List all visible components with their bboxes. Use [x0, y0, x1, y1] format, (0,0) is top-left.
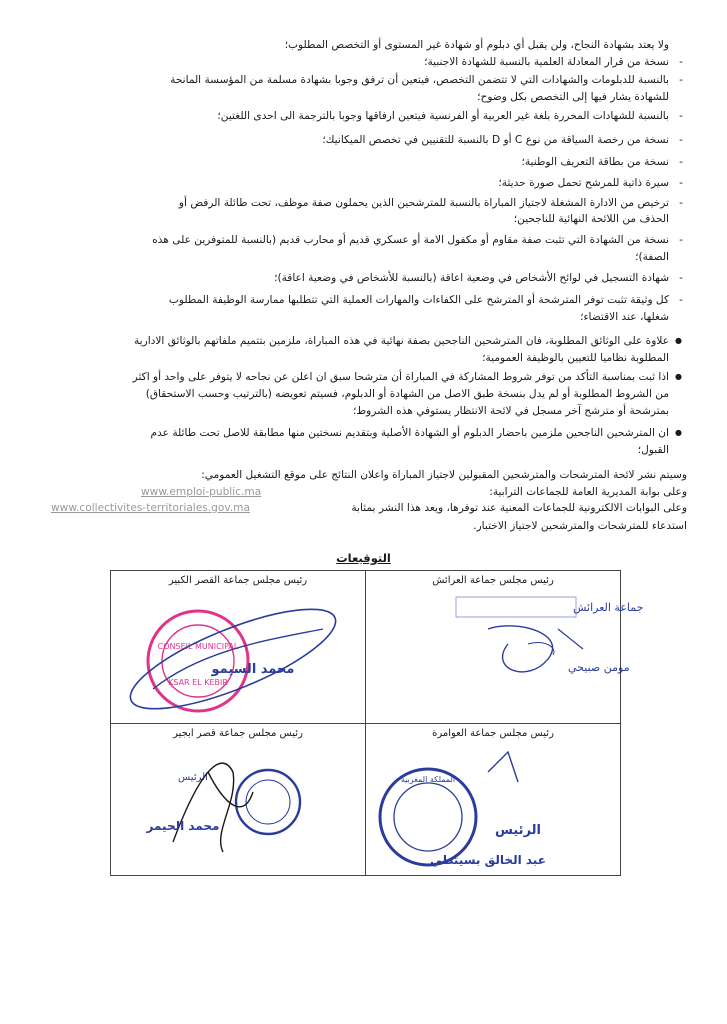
signature-cell-ksar-kebir	[111, 571, 366, 724]
list-item: - نسخة من الشهادة التي تثبت صفة مقاوم أو مكفول الامة أو عسكري قديم أو محارب قديم (بالنسبة للمتوفرين على هذه	[51, 233, 669, 247]
list-item: - شهادة التسجيل في لوائح الأشخاص في وضعية اعاقة (بالنسبة للأشخاص في وضعية اعاقة)؛	[51, 271, 669, 285]
list-item: - كل وثيقة تثبت توفر المترشحة أو المترشح على الكفاءات والمهارات العملية التي تتطلبها ممارسة الوظيفة المطلوب	[51, 293, 669, 307]
bullet-item: ● اذا ثبت بمناسبة التأكد من توفر شروط المشاركة في المباراة أن مترشحا سبق ان اعلن عن نجاحه لا يتوفر على واحد أو اكثر	[51, 370, 669, 384]
list-item: - نسخة من بطاقة التعريف الوطنية؛	[51, 155, 669, 169]
signature-cell-larache	[366, 571, 644, 724]
list-item: - بالنسبة للدبلومات والشهادات التي لا تتضمن التخصص، فيتعين أن ترفق وجوبا بشهادة مسلمة من المؤسسة المانحة	[51, 73, 669, 87]
publication-note: استدعاء للمترشحات والمترشحين لاجتياز الاختبار.	[473, 520, 687, 532]
ksar-kebir-ring-text: CONSEIL MUNICIPAL	[157, 642, 239, 651]
laouamra-signer-name: عبد الخالق بسيتطي	[430, 852, 546, 867]
ksar-bjir-signer-name: محمد الحيمر	[146, 818, 220, 833]
publication-note-portals: وعلى البوابات الالكترونية للجماعات المعنية عند توفرها، ويعد هذا النشر بمثابة	[351, 502, 687, 514]
laouamra-ring-text: المملكة المغربية	[400, 774, 456, 784]
signature-cell-laouamra	[366, 723, 621, 876]
text-line: الحذف من اللائحة النهائية للناجحين؛	[513, 213, 669, 225]
signatures-table	[110, 570, 644, 876]
publication-note	[51, 485, 687, 499]
ksar-kebir-signer-name: محمد السيمو	[211, 662, 295, 677]
text-line: من الشروط المطلوبة أو لم يدل بنسخة طبق الاصل من الشهادة أو الدبلوم، فسيتم تعويضه (بالترتيب وحسب الاستحقاق)	[145, 388, 669, 400]
ksar-bjir-stamp-icon	[113, 742, 363, 877]
ksar-bjir-role: الرئيس	[178, 771, 208, 783]
signature-cell-ksar-bjir	[111, 723, 366, 876]
emploi-public-link[interactable]: www.emploi-public.ma	[141, 486, 262, 498]
text-line: ولا يعتد بشهادة النجاح، ولن يقبل أي دبلوم أو شهادة غير المستوى أو التخصص المطلوب؛	[284, 39, 669, 51]
collectivites-link[interactable]: www.collectivites-territoriales.gov.ma	[51, 502, 250, 514]
publication-note-portal: وعلى بوابة المديرية العامة للجماعات الترابية:	[489, 486, 687, 498]
signer-label: رئيس مجلس جماعة قصر ابجير	[173, 727, 303, 739]
ksar-kebir-city-text: KSAR EL KEBIR	[168, 678, 228, 687]
laouamra-stamp-icon	[368, 742, 618, 877]
list-item: - نسخة من رخصة السياقة من نوع C أو D بالنسبة للتقنيين في تخصص الميكانيك؛	[51, 133, 669, 147]
list-item: - نسخة من قرار المعادلة العلمية بالنسبة للشهادة الاجنبية؛	[51, 55, 669, 69]
larache-stamp-text: جماعة العرائش	[573, 601, 644, 614]
larache-stamp-icon	[368, 589, 644, 709]
signer-label: رئيس مجلس جماعة القصر الكبير	[168, 575, 308, 586]
list-item: - بالنسبة للشهادات المحررة بلغة غير العربية أو الفرنسية فيتعين ارفاقها وجوبا بالترجمة الى احدى اللغتين؛	[51, 109, 669, 123]
signer-label: رئيس مجلس جماعة العرائش	[432, 575, 554, 586]
signatures-title: التوقيعات	[336, 551, 391, 565]
publication-note: وسيتم نشر لائحة المترشحات والمترشحين المقبولين لاجتياز المباراة واعلان النتائج على موقع التشغيل العمومي:	[201, 469, 687, 481]
larache-signer-name: مومن صبيحي	[568, 661, 630, 674]
text-line: بمترشحة أو مترشح آخر مسجل في لائحة الانتظار يستوفي هذه الشروط؛	[353, 405, 669, 417]
text-line: للشهادة يشار فيها إلى التخصص بكل وضوح؛	[477, 91, 669, 103]
text-line: الصفة)؛	[635, 251, 669, 263]
bullet-item: ● علاوة على الوثائق المطلوبة، فان المترشحين الناجحين بصفة نهائية في هذه المباراة، ملزمين بتتميم ملفاتهم بالوثائق الادارية	[51, 334, 669, 348]
text-line: القبول؛	[637, 444, 669, 456]
text-line: المطلوبة نظاميا للتعيين بالوظيفة العمومية؛	[482, 352, 669, 364]
text-line: شغلها، عند الاقتضاء؛	[580, 311, 669, 323]
laouamra-role: الرئيس	[495, 822, 541, 838]
bullet-item: ● ان المترشحين الناجحين ملزمين باحضار الدبلوم أو الشهادة الأصلية وبتقديم نسختين منها مطابقة للاصل تحت طائلة عدم	[51, 426, 669, 440]
list-item: - سيرة ذاتية للمرشح تحمل صورة حديثة؛	[51, 176, 669, 190]
list-item: - ترخيص من الادارة المشغلة لاجتياز المباراة بالنسبة للمترشحين الذين يحملون صفة موظف، تحت طائلة الرفض أو	[51, 196, 669, 210]
publication-note	[51, 501, 687, 515]
ksar-kebir-stamp-icon	[113, 589, 363, 714]
signer-label: رئيس مجلس جماعة العوامرة	[432, 727, 554, 739]
